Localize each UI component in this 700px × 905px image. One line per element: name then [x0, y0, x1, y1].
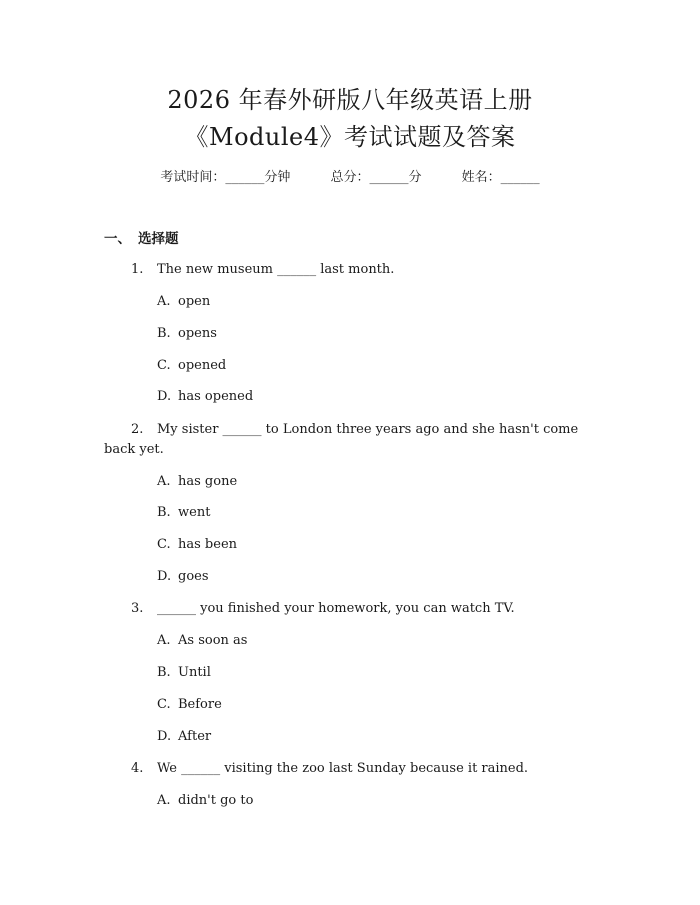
- question-text: We ______ visiting the zoo last Sunday because it rained.: [157, 761, 529, 776]
- question-text: ______ you finished your homework, you can watch TV.: [157, 601, 515, 616]
- section-number: 一、: [104, 231, 131, 247]
- option-letter: B.: [157, 326, 171, 341]
- option-letter: A.: [157, 793, 171, 808]
- total-score-blank: ______: [369, 170, 409, 185]
- option-letter: C.: [157, 697, 171, 712]
- question-1: [104, 260, 589, 280]
- option-letter: B.: [157, 505, 171, 520]
- option-2c: [157, 535, 237, 555]
- option-3b: [157, 663, 211, 683]
- question-number: 3.: [131, 601, 144, 616]
- question-number: 1.: [131, 262, 144, 277]
- option-1b: [157, 324, 217, 344]
- option-2d: [157, 567, 209, 587]
- section-heading: [104, 229, 179, 249]
- exam-info-line: [0, 168, 700, 188]
- option-letter: D.: [157, 729, 172, 744]
- question-number: 4.: [131, 761, 144, 776]
- student-name-field: [462, 168, 540, 188]
- option-4a: [157, 791, 253, 811]
- option-3a: [157, 631, 247, 651]
- exam-title-line-1: 2026 年春外研版八年级英语上册: [167, 86, 533, 114]
- option-letter: D.: [157, 569, 172, 584]
- exam-time-blank: ______: [225, 170, 265, 185]
- option-letter: C.: [157, 358, 171, 373]
- option-text: didn't go to: [178, 793, 254, 808]
- option-1d: [157, 387, 253, 407]
- question-4: [104, 759, 589, 779]
- option-1a: [157, 292, 210, 312]
- option-text: opens: [178, 326, 217, 341]
- exam-title-line-2: 《Module4》考试试题及答案: [184, 123, 516, 151]
- question-text: The new museum ______ last month.: [157, 262, 395, 277]
- exam-time-field: [160, 168, 290, 188]
- option-letter: C.: [157, 537, 171, 552]
- option-letter: A.: [157, 474, 171, 489]
- student-name-label: 姓名：: [461, 170, 501, 185]
- exam-time-label: 考试时间：: [160, 170, 226, 185]
- option-letter: A.: [157, 633, 171, 648]
- option-text: opened: [178, 358, 227, 373]
- option-3c: [157, 695, 222, 715]
- option-text: Before: [178, 697, 222, 712]
- total-score-label: 总分：: [330, 170, 370, 185]
- total-score-field: [330, 168, 421, 188]
- exam-time-unit: 分钟: [264, 170, 291, 185]
- option-text: open: [178, 294, 211, 309]
- question-text: My sister ______ to London three years ago and she hasn't come back yet.: [104, 422, 579, 457]
- student-name-blank: ______: [500, 170, 540, 185]
- question-2: [104, 420, 589, 460]
- option-text: As soon as: [178, 633, 248, 648]
- section-title: 选择题: [138, 231, 179, 247]
- option-letter: D.: [157, 389, 172, 404]
- option-2a: [157, 472, 237, 492]
- option-text: has opened: [178, 389, 254, 404]
- option-text: has been: [178, 537, 238, 552]
- option-3d: [157, 727, 211, 747]
- total-score-unit: 分: [408, 170, 422, 185]
- option-text: Until: [178, 665, 211, 680]
- option-text: went: [178, 505, 211, 520]
- option-letter: A.: [157, 294, 171, 309]
- question-number: 2.: [131, 422, 144, 437]
- option-text: After: [178, 729, 212, 744]
- option-text: has gone: [178, 474, 238, 489]
- option-text: goes: [178, 569, 209, 584]
- question-3: [104, 599, 589, 619]
- option-1c: [157, 356, 226, 376]
- option-2b: [157, 503, 210, 523]
- option-letter: B.: [157, 665, 171, 680]
